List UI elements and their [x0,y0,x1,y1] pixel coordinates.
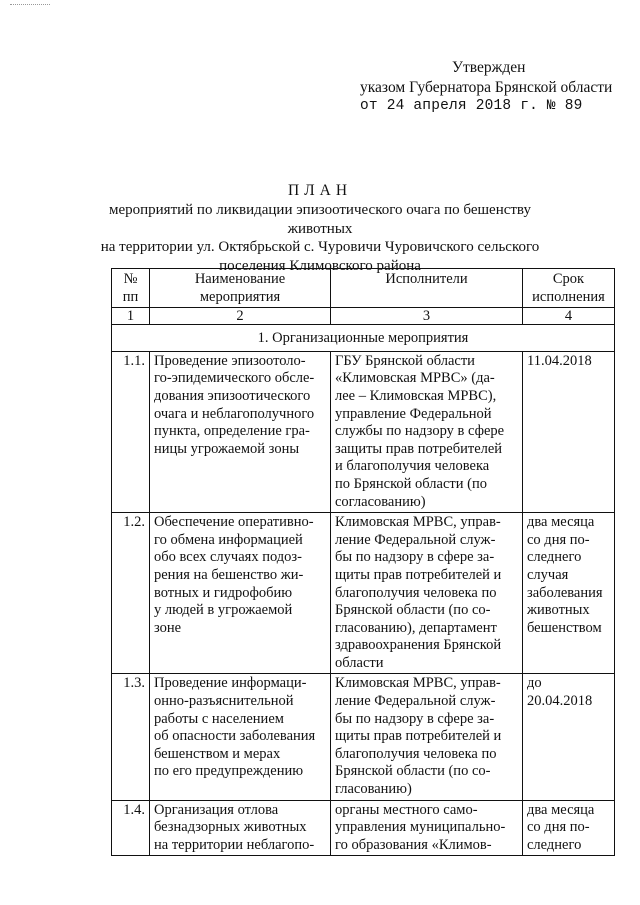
table-index-row [112,308,615,325]
row-number: 1.3. [112,674,150,800]
row-number: 1.4. [112,800,150,856]
row-number: 1.2. [112,513,150,674]
scan-corner-mark [10,4,50,7]
row-executors: ГБУ Брянской области «Климовская МРВС» (да- лее – Климовская МРВС), управление Федеральной службы по надзору в сфере защиты прав потребителей и благополучия человека по Брянской области (по согласованию) [331,351,523,512]
section-row [112,325,615,352]
document-subtitle: мероприятий по ликвидации эпизоотического очага по бешенству животных на территории ул. Октябрьской с. Чуровичи Чуровичского сельского поселения Климовского района [100,202,540,274]
measures-table [111,268,615,856]
approval-line-approved: Утвержден [452,59,526,76]
row-measure: Организация отлова безнадзорных животных на территории неблагопо- [150,800,331,856]
table-header-row [112,269,615,308]
row-term: 11.04.2018 [523,351,615,512]
row-executors: Климовская МРВС, управ- ление Федеральной служ- бы по надзору в сфере за- щиты прав потребителей и благополучия человека по Брянской области (по со- гласованию), департамент здравоохранения Брянской области [331,513,523,674]
row-measure: Проведение информаци- онно-разъяснительной работы с населением об опасности заболевания бешенством и мерах по его предупреждению [150,674,331,800]
approval-block [360,58,612,117]
table-row [112,800,615,856]
row-executors: Климовская МРВС, управ- ление Федеральной служ- бы по надзору в сфере за- щиты прав потребителей и благополучия человека по Брянской области (по со- гласованию) [331,674,523,800]
header-name: Наименование мероприятия [150,269,331,308]
header-num: № пп [112,269,150,308]
index-cell: 2 [150,308,331,325]
table-row [112,351,615,512]
header-term: Срок исполнения [523,269,615,308]
table-row [112,674,615,800]
row-term: до 20.04.2018 [523,674,615,800]
index-cell: 4 [523,308,615,325]
approval-line-decree: указом Губернатора Брянской области [360,78,613,96]
row-measure: Проведение эпизоотоло- го-эпидемического обсле- дования эпизоотического очага и неблагополучного пункта, определение гра- ницы угрожаемой зоны [150,351,331,512]
index-cell: 3 [331,308,523,325]
header-executors: Исполнители [331,269,523,308]
index-cell: 1 [112,308,150,325]
row-term: два месяца со дня по- следнего случая заболевания животных бешенством [523,513,615,674]
row-measure: Обеспечение оперативно- го обмена информацией обо всех случаях подоз- рения на бешенство жи- вотных и гидрофобию у людей в угрожаемой зоне [150,513,331,674]
table-row [112,513,615,674]
section-title: 1. Организационные мероприятия [112,325,615,352]
row-term: два месяца со дня по- следнего [523,800,615,856]
row-number: 1.1. [112,351,150,512]
approval-line-date-number: от 24 апреля 2018 г. № 89 [360,98,583,114]
document-title: ПЛАН [287,182,353,199]
row-executors: органы местного само- управления муниципально- го образования «Климов- [331,800,523,856]
